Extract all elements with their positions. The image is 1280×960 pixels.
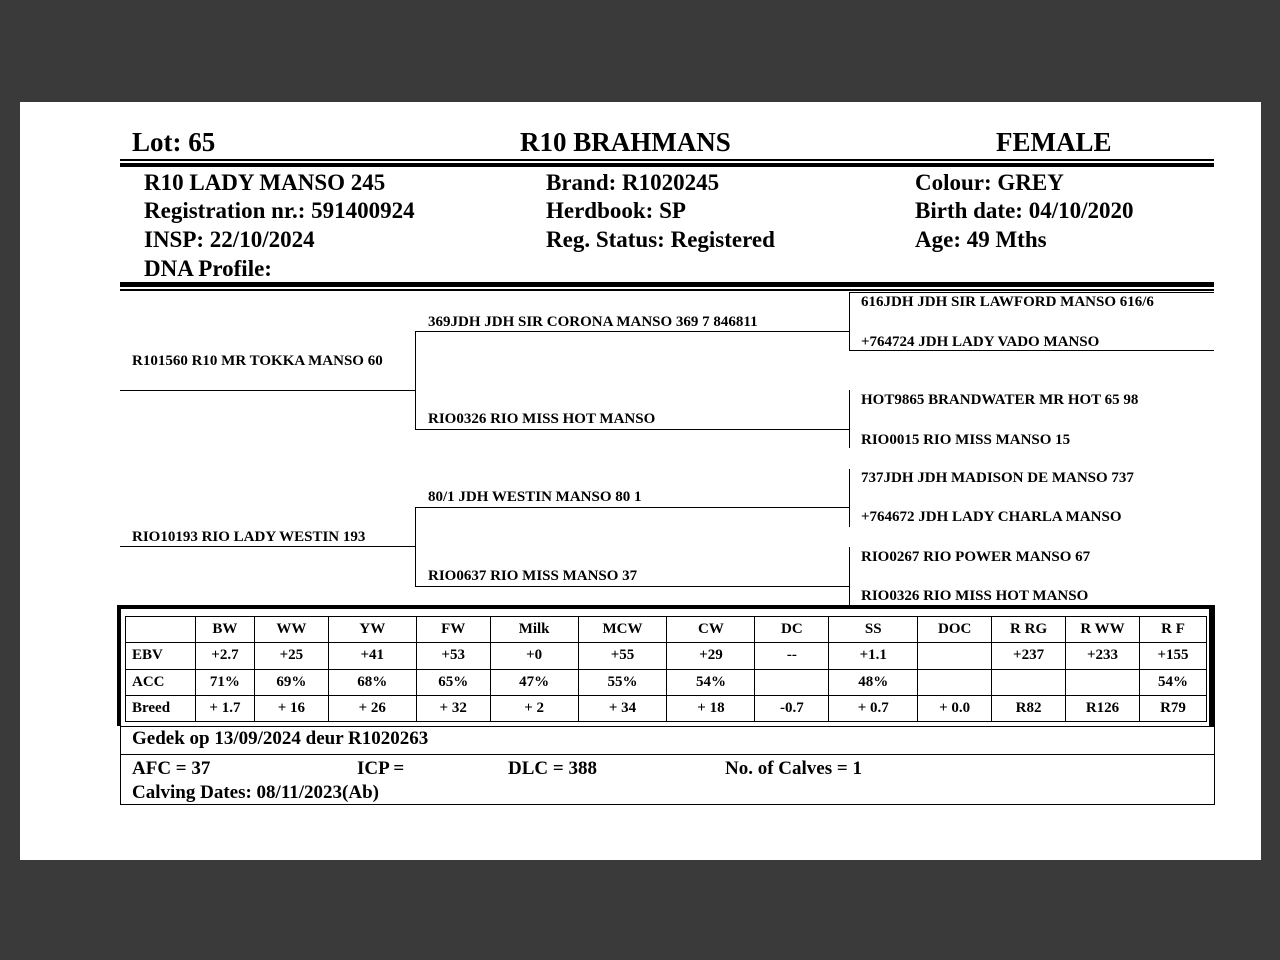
ebv-cell: +155 xyxy=(1139,643,1206,669)
inspection-date: INSP: 22/10/2024 xyxy=(144,227,315,252)
calving-dates: Calving Dates: 08/11/2023(Ab) xyxy=(132,782,379,803)
acc-cell: 54% xyxy=(1139,669,1206,695)
breed-cell: + 16 xyxy=(254,695,328,721)
breed-cell: -0.7 xyxy=(755,695,829,721)
ddd-name: RIO0326 RIO MISS HOT MANSO xyxy=(861,588,1089,604)
birth-date: Birth date: 04/10/2020 xyxy=(915,198,1134,223)
ebv-cell: +237 xyxy=(992,643,1066,669)
sire-sire-name: 369JDH JDH SIR CORONA MANSO 369 7 846811 xyxy=(428,314,758,330)
ebv-header-cell: DC xyxy=(755,617,829,643)
acc-cell: 48% xyxy=(829,669,918,695)
ss-bracket xyxy=(849,292,850,350)
breed-row-label: Breed xyxy=(126,695,196,721)
sdd-name: RIO0015 RIO MISS MANSO 15 xyxy=(861,432,1071,448)
ebv-header-cell: R F xyxy=(1139,617,1206,643)
age: Age: 49 Mths xyxy=(915,227,1047,252)
pedigree-certificate xyxy=(20,102,1261,860)
ebv-row xyxy=(126,643,1207,669)
ebv-header-cell: WW xyxy=(254,617,328,643)
ebv-cell: +55 xyxy=(578,643,667,669)
ebv-header-cell: YW xyxy=(328,617,416,643)
registration-status: Reg. Status: Registered xyxy=(546,227,775,252)
info-rule-thick xyxy=(120,282,1214,287)
acc-cell: 54% xyxy=(667,669,755,695)
ebv-cell: +1.1 xyxy=(829,643,918,669)
breed-cell: + 2 xyxy=(490,695,578,721)
ds-bracket xyxy=(849,469,850,527)
animal-sex: FEMALE xyxy=(996,127,1112,157)
breeder-name: R10 BRAHMANS xyxy=(520,127,731,157)
brand: Brand: R1020245 xyxy=(546,170,720,195)
ebv-header-cell: R WW xyxy=(1066,617,1140,643)
ebv-table xyxy=(125,616,1207,722)
animal-name: R10 LADY MANSO 245 xyxy=(144,170,386,195)
dam-line xyxy=(120,546,416,547)
breed-cell: + 1.7 xyxy=(195,695,254,721)
breed-cell: R82 xyxy=(992,695,1066,721)
ebv-header-cell: CW xyxy=(667,617,755,643)
acc-cell: 68% xyxy=(328,669,416,695)
breed-cell: R79 xyxy=(1139,695,1206,721)
header-rule-thick xyxy=(120,163,1214,167)
sire-dam-name: RIO0326 RIO MISS HOT MANSO xyxy=(428,411,656,427)
ebv-cell: +41 xyxy=(328,643,416,669)
ebv-header-cell: DOC xyxy=(918,617,992,643)
dam-bracket xyxy=(415,507,416,586)
ebv-header-cell: R RG xyxy=(992,617,1066,643)
breed-cell: + 32 xyxy=(416,695,490,721)
breed-cell: + 26 xyxy=(328,695,416,721)
lot-number: Lot: 65 xyxy=(132,127,216,157)
acc-cell xyxy=(755,669,829,695)
calves-count: No. of Calves = 1 xyxy=(725,758,862,779)
header-rule xyxy=(120,159,1214,161)
sire-dam-line xyxy=(415,429,849,430)
info-rule xyxy=(120,289,1214,291)
sire-line xyxy=(120,390,416,391)
sds-name: HOT9865 BRANDWATER MR HOT 65 98 xyxy=(861,392,1139,408)
sire-name: R101560 R10 MR TOKKA MANSO 60 xyxy=(132,353,383,369)
calving-box xyxy=(120,754,1215,805)
breed-cell: R126 xyxy=(1066,695,1140,721)
ebv-cell: +233 xyxy=(1066,643,1140,669)
acc-cell: 47% xyxy=(490,669,578,695)
ebv-cell: +25 xyxy=(254,643,328,669)
herdbook: Herdbook: SP xyxy=(546,198,686,223)
dam-dam-name: RIO0637 RIO MISS MANSO 37 xyxy=(428,568,638,584)
breed-cell: + 18 xyxy=(667,695,755,721)
ebv-header-cell: SS xyxy=(829,617,918,643)
dsd-name: +764672 JDH LADY CHARLA MANSO xyxy=(861,509,1122,525)
registration-number: Registration nr.: 591400924 xyxy=(144,198,415,223)
icp-value: ICP = xyxy=(357,758,405,779)
ebv-cell: +2.7 xyxy=(195,643,254,669)
ebv-cell: -- xyxy=(755,643,829,669)
dlc-value: DLC = 388 xyxy=(508,758,597,779)
ebv-row-label: EBV xyxy=(126,643,196,669)
ebv-header-cell: MCW xyxy=(578,617,667,643)
breed-row xyxy=(126,695,1207,721)
ebv-cell: +0 xyxy=(490,643,578,669)
gedek-box xyxy=(120,726,1215,755)
sss-name: 616JDH JDH SIR LAWFORD MANSO 616/6 xyxy=(861,294,1154,310)
acc-cell: 65% xyxy=(416,669,490,695)
acc-row-label: ACC xyxy=(126,669,196,695)
acc-cell: 55% xyxy=(578,669,667,695)
dd-bracket xyxy=(849,547,850,605)
acc-cell: 71% xyxy=(195,669,254,695)
ebv-cell xyxy=(918,643,992,669)
ebv-cell: +29 xyxy=(667,643,755,669)
dds-name: RIO0267 RIO POWER MANSO 67 xyxy=(861,549,1091,565)
acc-row xyxy=(126,669,1207,695)
acc-cell: 69% xyxy=(254,669,328,695)
breed-cell: + 34 xyxy=(578,695,667,721)
dam-sire-line xyxy=(415,507,849,508)
ebv-header-cell xyxy=(126,617,196,643)
acc-cell xyxy=(1066,669,1140,695)
sire-sire-line xyxy=(415,331,849,332)
ebv-header-row xyxy=(126,617,1207,643)
sd-bracket xyxy=(849,390,850,448)
ebv-header-cell: FW xyxy=(416,617,490,643)
sire-bracket xyxy=(415,331,416,429)
acc-cell xyxy=(992,669,1066,695)
gedek-text: Gedek op 13/09/2024 deur R1020263 xyxy=(132,728,429,749)
ebv-cell: +53 xyxy=(416,643,490,669)
ebv-header-cell: Milk xyxy=(490,617,578,643)
dam-name: RIO10193 RIO LADY WESTIN 193 xyxy=(132,529,366,545)
dna-profile: DNA Profile: xyxy=(144,256,272,281)
colour: Colour: GREY xyxy=(915,170,1064,195)
dss-name: 737JDH JDH MADISON DE MANSO 737 xyxy=(861,470,1134,486)
dam-sire-name: 80/1 JDH WESTIN MANSO 80 1 xyxy=(428,489,642,505)
breed-cell: + 0.7 xyxy=(829,695,918,721)
acc-cell xyxy=(918,669,992,695)
ssd-name: +764724 JDH LADY VADO MANSO xyxy=(861,334,1100,350)
ebv-header-cell: BW xyxy=(195,617,254,643)
breed-cell: + 0.0 xyxy=(918,695,992,721)
afc-value: AFC = 37 xyxy=(132,758,211,779)
dam-dam-line xyxy=(415,586,849,587)
